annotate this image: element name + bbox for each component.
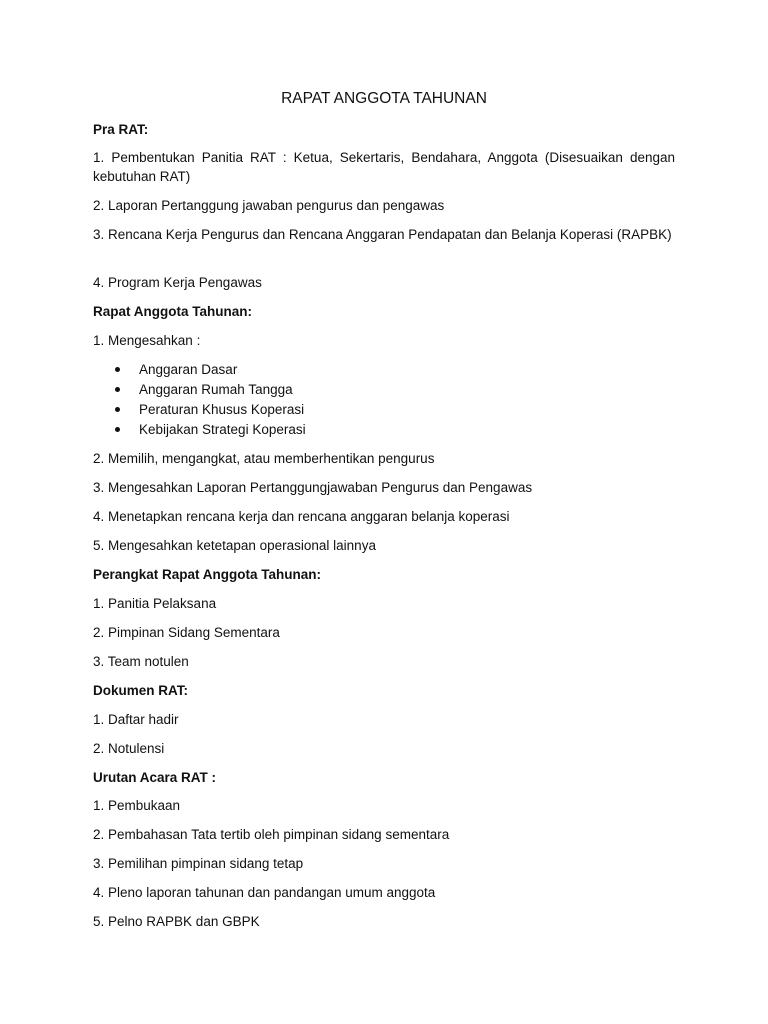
bullet-dot-icon xyxy=(115,367,120,372)
section-heading-pra-rat: Pra RAT: xyxy=(93,122,149,137)
list-item: 2. Pimpinan Sidang Sementara xyxy=(93,625,280,640)
list-item: 1. Pembentukan Panitia RAT : Ketua, Sekertaris, Bendahara, Anggota (Disesuaikan dengan kebutuhan RAT) xyxy=(93,150,675,184)
list-item: 3. Team notulen xyxy=(93,654,189,669)
section-heading-perangkat: Perangkat Rapat Anggota Tahunan: xyxy=(93,567,322,582)
list-item: 3. Pemilihan pimpinan sidang tetap xyxy=(93,856,304,871)
list-item: 4. Menetapkan rencana kerja dan rencana anggaran belanja koperasi xyxy=(93,509,510,524)
bullet-text: Kebijakan Strategi Koperasi xyxy=(139,422,306,437)
section-heading-dokumen: Dokumen RAT: xyxy=(93,683,189,698)
list-item: 2. Pembahasan Tata tertib oleh pimpinan sidang sementara xyxy=(93,827,450,842)
bullet-dot-icon xyxy=(115,387,120,392)
list-item: 1. Daftar hadir xyxy=(93,712,179,727)
bullet-text: Anggaran Dasar xyxy=(139,362,238,377)
list-item: 2. Notulensi xyxy=(93,741,165,756)
list-item: 4. Pleno laporan tahunan dan pandangan umum anggota xyxy=(93,885,436,900)
bullet-dot-icon xyxy=(115,427,120,432)
section-heading-rat: Rapat Anggota Tahunan: xyxy=(93,304,252,319)
list-item: 1. Mengesahkan : xyxy=(93,333,201,348)
list-item: 2. Memilih, mengangkat, atau memberhentikan pengurus xyxy=(93,451,435,466)
list-item: 3. Mengesahkan Laporan Pertanggungjawaban Pengurus dan Pengawas xyxy=(93,480,533,495)
bullet-dot-icon xyxy=(115,407,120,412)
list-item: 4. Program Kerja Pengawas xyxy=(93,275,262,290)
section-heading-urutan: Urutan Acara RAT : xyxy=(93,770,217,785)
bullet-text: Peraturan Khusus Koperasi xyxy=(139,402,305,417)
bullet-text: Anggaran Rumah Tangga xyxy=(139,382,293,397)
list-item: 5. Mengesahkan ketetapan operasional lainnya xyxy=(93,538,376,553)
list-item: 1. Panitia Pelaksana xyxy=(93,596,217,611)
document-title: RAPAT ANGGOTA TAHUNAN xyxy=(281,90,487,107)
list-item: 2. Laporan Pertanggung jawaban pengurus dan pengawas xyxy=(93,198,445,213)
list-item: 1. Pembukaan xyxy=(93,798,181,813)
list-item: 3. Rencana Kerja Pengurus dan Rencana Anggaran Pendapatan dan Belanja Koperasi (RAPBK) xyxy=(93,227,672,242)
list-item: 5. Pelno RAPBK dan GBPK xyxy=(93,914,260,929)
